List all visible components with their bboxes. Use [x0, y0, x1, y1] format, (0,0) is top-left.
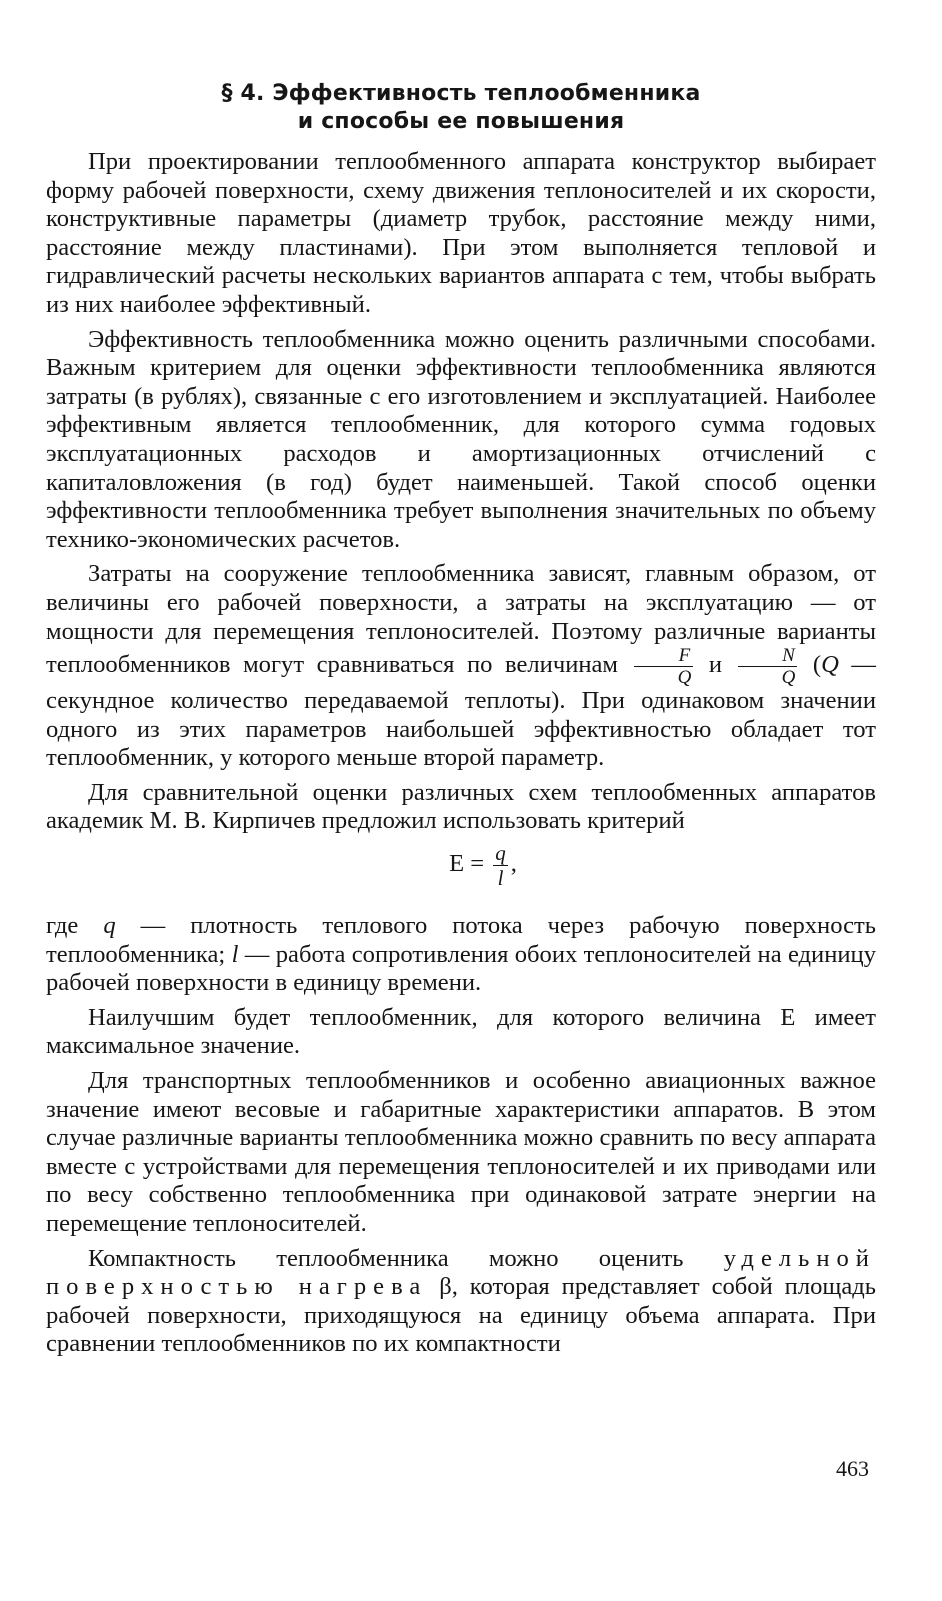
paragraph-8-text-end: β, которая представляет собой площадь рабочей поверхности, приходящуюся на единицу объема аппарата. При сравнении теплообменников по их компактности: [46, 1273, 876, 1358]
paragraph-3-text-start: Затраты на сооружение теплообменника зависят, главным образом, от величины его рабочей поверхности, а затраты на эксплуатацию — от мощности для перемещения теплоносителей. Поэтому различные варианты теплообменников могут сравниваться по величинам: [46, 560, 876, 679]
section-heading-line-2: и способы ее повышения: [297, 109, 625, 134]
fraction-f-over-q: [634, 646, 694, 687]
fraction-n-denominator: Q: [781, 667, 796, 689]
paragraph-2: Эффективность теплообменника можно оценить различными способами. Важным критерием для оценки эффективности теплообменника являются затраты (в рублях), связанные с его изготовлением и эксплуатацией. Наиболее эффективным является теплообменник, для которого сумма годовых эксплуатационных расходов и амортизационных отчислений с капиталовложения (в год) будет наименьшей. Такой способ оценки эффективности теплообменника требует выполнения значительных по объему технико-экономических расчетов.: [46, 325, 876, 553]
fraction-f-numerator: F: [634, 646, 694, 667]
paragraph-6: Наилучшим будет теплообменник, для которого величина E имеет максимальное значение.: [46, 1003, 876, 1060]
section-heading: [46, 80, 876, 136]
paragraph-5-l-symbol: l: [231, 940, 239, 968]
formula-denominator: l: [497, 866, 504, 891]
fraction-f-denominator: Q: [677, 667, 692, 689]
page-content: [46, 80, 876, 1365]
paragraph-5: [46, 912, 876, 998]
paragraph-8: [46, 1245, 876, 1359]
kirpichev-criterion-formula: [46, 842, 876, 904]
fraction-n-over-q: [738, 646, 798, 687]
paragraph-5-q-symbol: q: [103, 912, 116, 940]
paragraph-3: [46, 560, 876, 773]
page-number: 463: [836, 1456, 869, 1481]
section-heading-line-1: § 4. Эффективность теплообменника: [221, 81, 701, 106]
paragraph-4: Для сравнительной оценки различных схем теплообменных аппаратов академик М. В. Кирпичев предложил использовать критерий: [46, 778, 876, 835]
paragraph-1: При проектировании теплообменного аппарата конструктор выбирает форму рабочей поверхности, схему движения теплоносителей и их скорости, конструктивные параметры (диаметр трубок, расстояние между ними, расстояние между пластинами). При этом выполняется тепловой и гидравлический расчеты нескольких вариантов аппарата с тем, чтобы выбрать из них наиболее эффективный.: [46, 148, 876, 318]
paragraph-3-q-symbol: Q: [821, 651, 839, 679]
paragraph-3-paren: (: [812, 651, 822, 679]
paragraph-5-text-end: — работа сопротивления обоих теплоносителей на единицу рабочей поверхности в единицу времени.: [46, 940, 876, 997]
fraction-n-numerator: N: [738, 646, 798, 667]
formula-comma: ,: [510, 850, 517, 878]
paragraph-8-text-start: Компактность теплообменника можно оценить: [88, 1244, 684, 1272]
paragraph-5-text-mid: — плотность теплового потока через рабочую поверхность теплообменника;: [46, 912, 876, 968]
formula-fraction: [493, 842, 508, 889]
paragraph-8-spaced-term: удельной поверхностью нагрева: [46, 1244, 876, 1301]
paragraph-3-and: и: [708, 651, 723, 679]
formula-lhs: E =: [449, 850, 485, 878]
formula-numerator: q: [495, 841, 506, 866]
paragraph-3-text-end: — секундное количество передаваемой теплоты). При одинаковом значении одного из этих параметров наибольшей эффективностью обладает тот теплообменник, у которого меньше второй параметр.: [46, 651, 877, 772]
paragraph-7: Для транспортных теплообменников и особенно авиационных важное значение имеют весовые и габаритные характеристики аппаратов. В этом случае различные варианты теплообменника можно сравнить по весу аппарата вместе с устройствами для перемещения теплоносителей и их приводами или по весу собственно теплообменника при одинаковой затрате энергии на перемещение теплоносителей.: [46, 1067, 876, 1237]
paragraph-5-where: где: [46, 912, 79, 940]
